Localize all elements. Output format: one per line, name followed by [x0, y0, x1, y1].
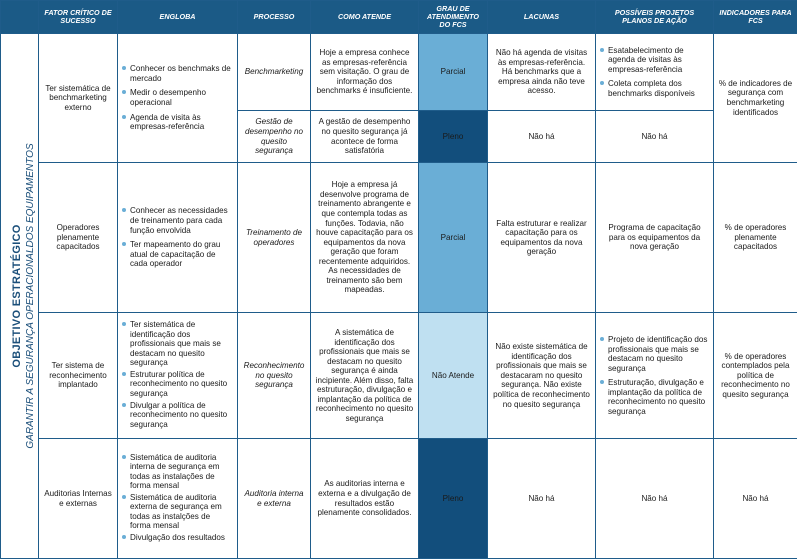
processo-cell: Treinamento de operadores [238, 162, 311, 312]
header-engloba: ENGLOBA [118, 1, 238, 34]
indicador-cell: % de operadores contemplados pela política de reconhecimento no quesito segurança [714, 313, 797, 439]
list-item: Medir o desempenho operacional [122, 88, 233, 107]
list-item: Estruturação, divulgação e implantação da política de reconhecimento no quesito segurança [600, 378, 709, 416]
table-row [1, 34, 797, 111]
header-lacunas: LACUNAS [488, 1, 596, 34]
grau-badge: Não Atende [419, 313, 488, 439]
indicador-cell: Não há [714, 439, 797, 559]
projetos-cell: Não há [596, 111, 714, 163]
list-item: Divulgar a política de reconhecimento no quesito segurança [122, 401, 233, 430]
grau-badge: Pleno [419, 439, 488, 559]
fator-cell: Operadores plenamente capacitados [39, 162, 118, 312]
list-item: Coleta completa dos benchmarks disponíveis [600, 79, 709, 98]
lacunas-cell: Falta estruturar e realizar capacitação para os equipamentos da nova geração [488, 162, 596, 312]
projetos-cell [596, 34, 714, 111]
fator-cell: Auditorias Internas e externas [39, 439, 118, 559]
list-item: Conhecer as necessidades de treinamento para cada função envolvida [122, 206, 233, 235]
table-row [1, 162, 797, 312]
como-atende-cell: A sistemática de identificação dos profissionais que mais se destacam no quesito segurança é ainda incipiente. Além disso, falta estruturação, divulgação e implantação da política de reconhecimento no quesito segurança [311, 313, 419, 439]
como-atende-cell: Hoje a empresa já desenvolve programa de treinamento abrangente e que contempla todas as funções. Todavia, não houve capacitação para os equipamentos da nova geração que foram recentemente adquiridos. As necessidades de treinamento são bem mapeadas. [311, 162, 419, 312]
engloba-cell [118, 162, 238, 312]
side-subtitle: GARANTIR A SEGURANÇA OPERACIONALDOS EQUIPAMENTOS [25, 143, 37, 449]
como-atende-cell: Hoje a empresa conhece as empresas-referência sem visitação. O grau de informação dos benchmarks é insuficiente. [311, 34, 419, 111]
lacunas-cell: Não há [488, 111, 596, 163]
processo-cell: Auditoria interna e externa [238, 439, 311, 559]
header-row [1, 1, 797, 34]
header-projetos: POSSÍVEIS PROJETOS PLANOS DE AÇÃO [596, 1, 714, 34]
fator-cell: Ter sistemática de benchmarketing externo [39, 34, 118, 163]
fator-cell: Ter sistema de reconhecimento implantado [39, 313, 118, 439]
como-atende-cell: A gestão de desempenho no quesito segurança já acontece de forma satisfatória [311, 111, 419, 163]
list-item: Agenda de visita às empresas-referência [122, 113, 233, 132]
list-item: Projeto de identificação dos profissionais que mais se destacam no quesito segurança [600, 335, 709, 373]
list-item: Sistemática de auditoria interna de segurança em todas as instalações de forma mensal [122, 453, 233, 491]
header-corner [1, 1, 39, 34]
side-title: OBJETIVO ESTRATÉGICO [11, 224, 24, 368]
projetos-cell [596, 313, 714, 439]
grau-badge: Parcial [419, 34, 488, 111]
indicador-cell: % de operadores plenamente capacitados [714, 162, 797, 312]
table-row [1, 439, 797, 559]
indicador-cell: % de indicadores de segurança com benchmarketing identificados [714, 34, 797, 163]
projetos-cell: Programa de capacitação para os equipamentos da nova geração [596, 162, 714, 312]
engloba-cell [118, 34, 238, 163]
header-fator: FATOR CRÍTICO DE SUCESSO [39, 1, 118, 34]
list-item: Conhecer os benchmaks de mercado [122, 64, 233, 83]
lacunas-cell: Não há agenda de visitas às empresas-referência. Há benchmarks que a empresa ainda não teve acesso. [488, 34, 596, 111]
list-item: Estruturar política de reconhecimento no quesito segurança [122, 370, 233, 399]
list-item: Ter mapeamento do grau atual de capacitação de cada operador [122, 240, 233, 269]
como-atende-cell: As auditorias interna e externa e a divulgação de resultados estão plenamente consolidados. [311, 439, 419, 559]
list-item: Divulgação dos resultados [122, 533, 233, 543]
processo-cell: Reconhecimento no quesito segurança [238, 313, 311, 439]
list-item: Ter sistemática de identificação dos profissionais que mais se destacam no quesito segurança [122, 320, 233, 368]
grau-badge: Pleno [419, 111, 488, 163]
side-label [1, 34, 39, 559]
list-item: Sistemática de auditoria externa de segurança em todas as instalções de forma mensal [122, 493, 233, 531]
list-item: Esatabelecimento de agenda de visitas às empresas-referência [600, 46, 709, 75]
table-row [1, 313, 797, 439]
lacunas-cell: Não existe sistemática de identificação dos profissionais que mais se destacaram no quesito segurança. Não existe política de reconhecimento no quesito segurança [488, 313, 596, 439]
lacunas-cell: Não há [488, 439, 596, 559]
engloba-cell [118, 313, 238, 439]
header-como-atende: COMO ATENDE [311, 1, 419, 34]
header-grau: GRAU DE ATENDIMENTO DO FCS [419, 1, 488, 34]
grau-badge: Parcial [419, 162, 488, 312]
processo-cell: Benchmarketing [238, 34, 311, 111]
engloba-cell [118, 439, 238, 559]
header-indicadores: INDICADORES PARA FCS [714, 1, 797, 34]
projetos-cell: Não há [596, 439, 714, 559]
processo-cell: Gestão de desempenho no quesito segurança [238, 111, 311, 163]
header-processo: PROCESSO [238, 1, 311, 34]
